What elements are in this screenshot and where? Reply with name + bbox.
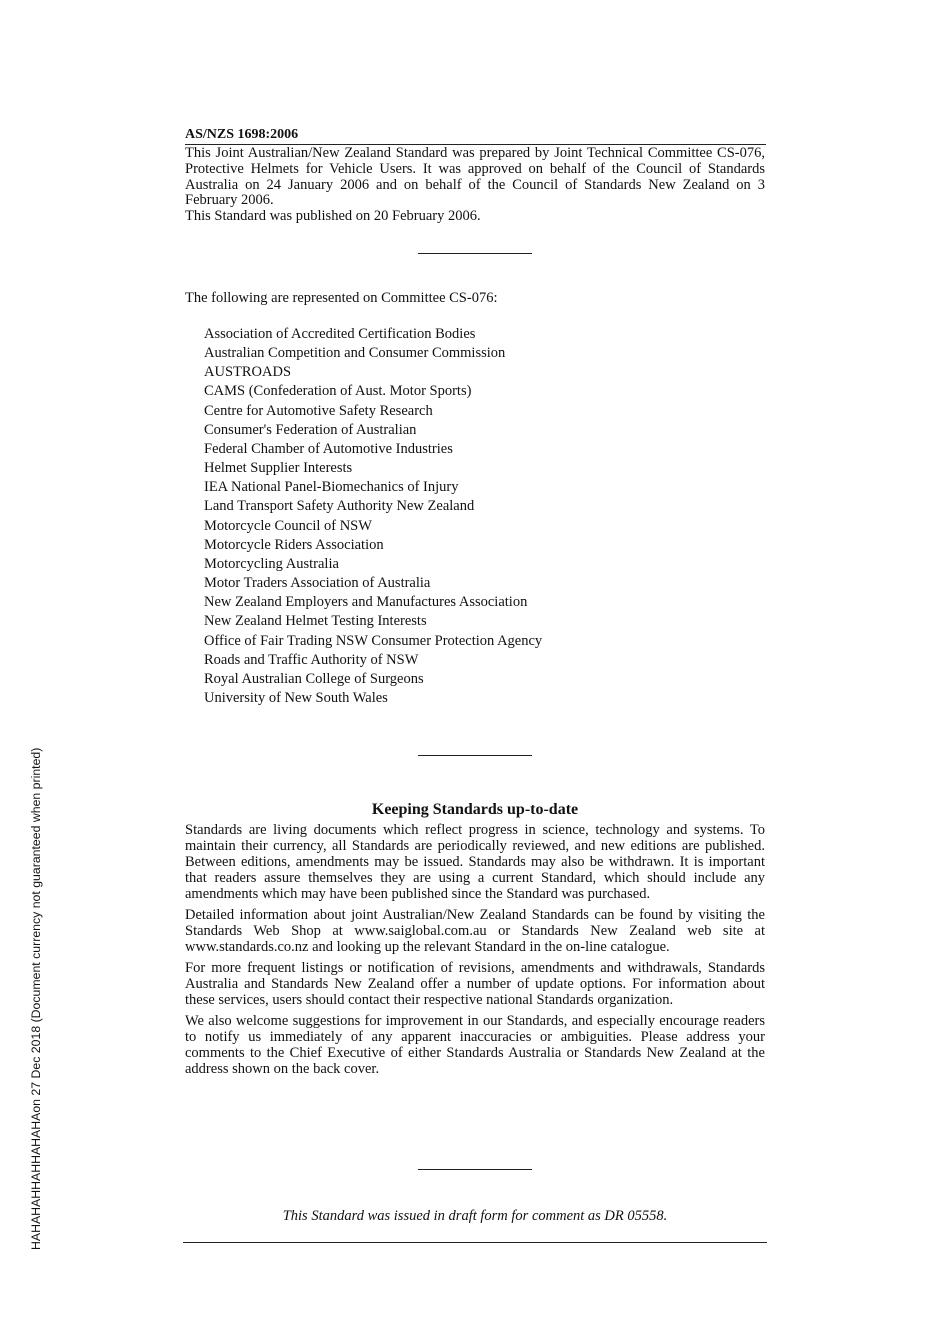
committee-member: IEA National Panel-Biomechanics of Injury	[204, 479, 459, 496]
committee-member: Association of Accredited Certification Bodies	[204, 326, 476, 342]
preamble-approval: This Joint Australian/New Zealand Standard was prepared by Joint Technical Committee CS-076, Protective Helmets for Vehicle Users. It was approved on behalf of the Council of Standards Australia on 24 January 2006 and on behalf of the Council of Standards New Zealand on 3 February 2006.	[185, 145, 765, 209]
document-id: AS/NZS 1698:2006	[185, 126, 766, 145]
body-paragraph: Detailed information about joint Australian/New Zealand Standards can be found by visiting the Standards Web Shop at www.saiglobal.com.au or Standards New Zealand web site at www.standards.co.nz and looking up the relevant Standard in the on-line catalogue.	[185, 907, 765, 955]
committee-member: Consumer's Federation of Australian	[204, 421, 417, 438]
body-paragraph: For more frequent listings or notification of revisions, amendments and withdrawals, Standards Australia and Standards New Zealand offer a number of update options. For information about these services, users should contact their respective national Standards organization.	[185, 960, 765, 1008]
committee-member: Motorcycle Council of NSW	[204, 517, 372, 534]
committee-member: CAMS (Confederation of Aust. Motor Sports)	[204, 383, 472, 400]
committee-member-list	[204, 325, 542, 708]
divider-rule	[418, 253, 532, 254]
body-paragraph: We also welcome suggestions for improvement in our Standards, and especially encourage readers to notify us immediately of any apparent inaccuracies or ambiguities. Please address your comments to the Chief Executive of either Standards Australia or Standards New Zealand at the address shown on the back cover.	[185, 1013, 765, 1077]
committee-member: Motorcycling Australia	[204, 555, 339, 572]
committee-member: Motorcycle Riders Association	[204, 536, 384, 553]
draft-note: This Standard was issued in draft form for comment as DR 05558.	[282, 1208, 668, 1224]
side-watermark: HAHAHAHHAHHAHAHAon 27 Dec 2018 (Document currency not guaranteed when printed)	[29, 747, 43, 1250]
committee-member: Motor Traders Association of Australia	[204, 575, 431, 592]
committee-member: University of New South Wales	[204, 689, 388, 706]
committee-member: Land Transport Safety Authority New Zealand	[204, 498, 475, 515]
committee-member: Office of Fair Trading NSW Consumer Protection Agency	[204, 632, 543, 649]
keeping-up-to-date-body	[185, 822, 765, 1082]
committee-member: Royal Australian College of Surgeons	[204, 670, 424, 687]
committee-member: New Zealand Employers and Manufactures Association	[204, 594, 528, 611]
committee-member: Australian Competition and Consumer Commission	[204, 345, 506, 362]
committee-member: Helmet Supplier Interests	[204, 460, 353, 477]
divider-rule	[418, 1169, 532, 1170]
committee-member: Federal Chamber of Automotive Industries	[204, 440, 453, 457]
preamble	[185, 146, 765, 225]
body-paragraph: Standards are living documents which reflect progress in science, technology and systems. To maintain their currency, all Standards are periodically reviewed, and new editions are published. Between editions, amendments may be issued. Standards may also be withdrawn. It is important that readers assure themselves they are using a current Standard, which should include any amendments which may have been published since the Standard was purchased.	[185, 822, 765, 902]
committee-intro: The following are represented on Committee CS-076:	[185, 290, 498, 306]
committee-member: Centre for Automotive Safety Research	[204, 402, 433, 419]
footer-rule	[183, 1242, 767, 1243]
committee-member: Roads and Traffic Authority of NSW	[204, 651, 419, 668]
section-heading: Keeping Standards up-to-date	[371, 801, 579, 818]
divider-rule	[418, 755, 532, 756]
committee-member: New Zealand Helmet Testing Interests	[204, 613, 427, 630]
preamble-published: This Standard was published on 20 February 2006.	[185, 208, 481, 225]
committee-member: AUSTROADS	[204, 364, 292, 381]
